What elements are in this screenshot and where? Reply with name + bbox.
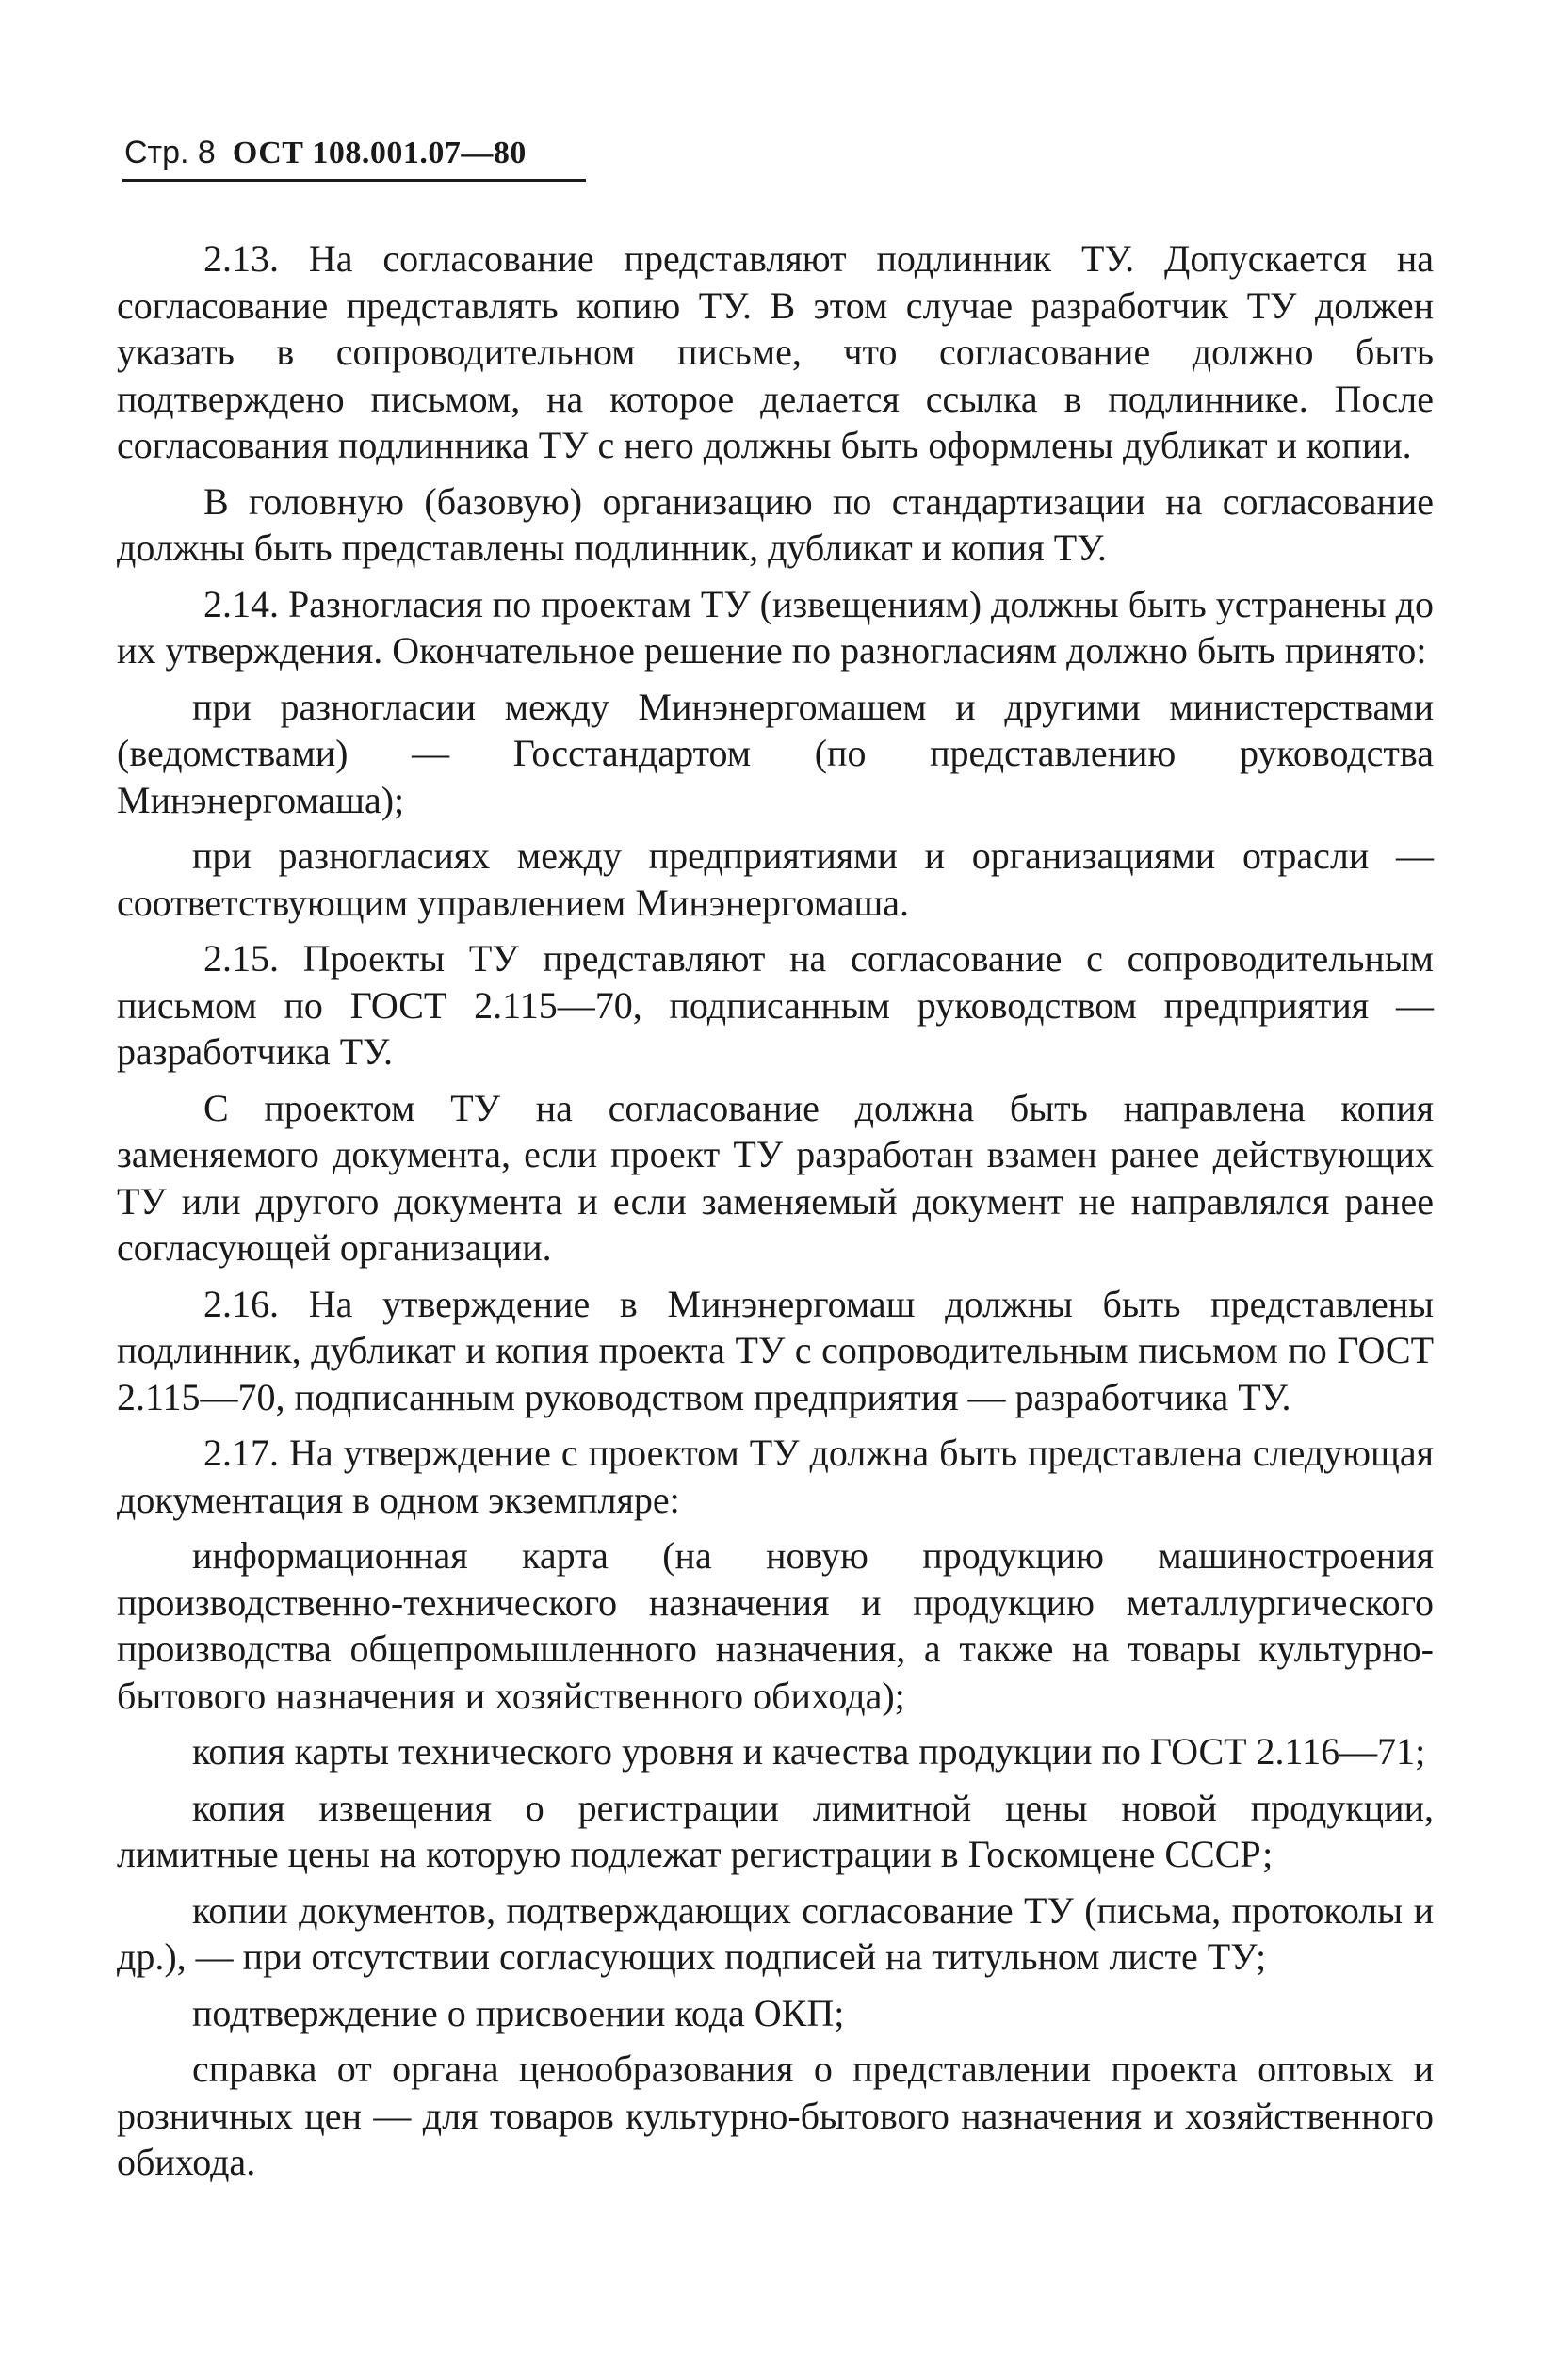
list-item-okp-code: подтверждение о присвоении кода ОКП; (192, 1991, 845, 2034)
list-item-information-card: информационная карта (на новую продукцию машиностроения производственно-технического назначения и продукцию металлургического производства общепромышленного назначения, а также на товары культурно-бытового назначения и хозяйственного обихода); (117, 1534, 1434, 1717)
paragraph-base-organization: В головную (базовую) организацию по стандартизации на согласование должны быть представлены подлинник, дубликат и копия ТУ. (117, 479, 1434, 569)
page-header (124, 132, 527, 174)
document-code: ОСТ 108.001.07—80 (232, 136, 527, 170)
paragraph-2-15: 2.15. Проекты ТУ представляют на согласование с сопроводительным письмом по ГОСТ 2.115—70, подписанным руководством предприятия — разработчика ТУ. (117, 937, 1434, 1073)
document-body (117, 235, 1434, 2195)
list-item-ministries: при разногласии между Минэнергомашем и другими министерствами (ведомствами) — Госстандартом (по представлению руководства Минэнергомаша); (117, 685, 1434, 821)
list-item-enterprises: при разногласиях между предприятиями и организациями отрасли — соответствующим управлением Минэнергомаша. (117, 834, 1434, 924)
paragraph-2-13: 2.13. На согласование представляют подлинник ТУ. Допускается на согласование представлять копию ТУ. В этом случае разработчик ТУ должен указать в сопроводительном письме, что согласование должно быть подтверждено письмом, на которое делается ссылка в подлиннике. После согласования подлинника ТУ с него должны быть оформлены дубликат и копии. (117, 237, 1434, 466)
header-rule (122, 179, 586, 182)
list-item-technical-level-card: копия карты технического уровня и качества продукции по ГОСТ 2.116—71; (192, 1730, 1426, 1773)
paragraph-2-14: 2.14. Разногласия по проектам ТУ (извещениям) должны быть устранены до их утверждения. Окончательное решение по разногласиям должно быть принято: (117, 582, 1434, 672)
list-item-approval-documents: копии документов, подтверждающих согласование ТУ (письма, протоколы и др.), — при отсутствии согласующих подписей на титульном листе ТУ; (117, 1888, 1434, 1978)
list-item-price-registration: копия извещения о регистрации лимитной цены новой продукции, лимитные цены на которую подлежат регистрации в Госкомцене СССР; (117, 1786, 1434, 1875)
paragraph-replaced-document: С проектом ТУ на согласование должна быть направлена копия заменяемого документа, если проект ТУ разработан взамен ранее действующих ТУ или другого документа и если заменяемый документ не направлялся ранее согласующей организации. (117, 1086, 1434, 1269)
paragraph-2-17: 2.17. На утверждение с проектом ТУ должна быть представлена следующая документация в одном экземпляре: (117, 1432, 1434, 1521)
page-number: Стр. 8 (124, 135, 216, 170)
paragraph-2-16: 2.16. На утверждение в Минэнергомаш должны быть представлены подлинник, дубликат и копия проекта ТУ с сопроводительным письмом по ГОСТ 2.115—70, подписанным руководством предприятия — разработчика ТУ. (117, 1282, 1434, 1418)
list-item-pricing-certificate: справка от органа ценообразования о представлении проекта оптовых и розничных цен — для товаров культурно-бытового назначения и хозяйственного обихода. (117, 2048, 1434, 2183)
